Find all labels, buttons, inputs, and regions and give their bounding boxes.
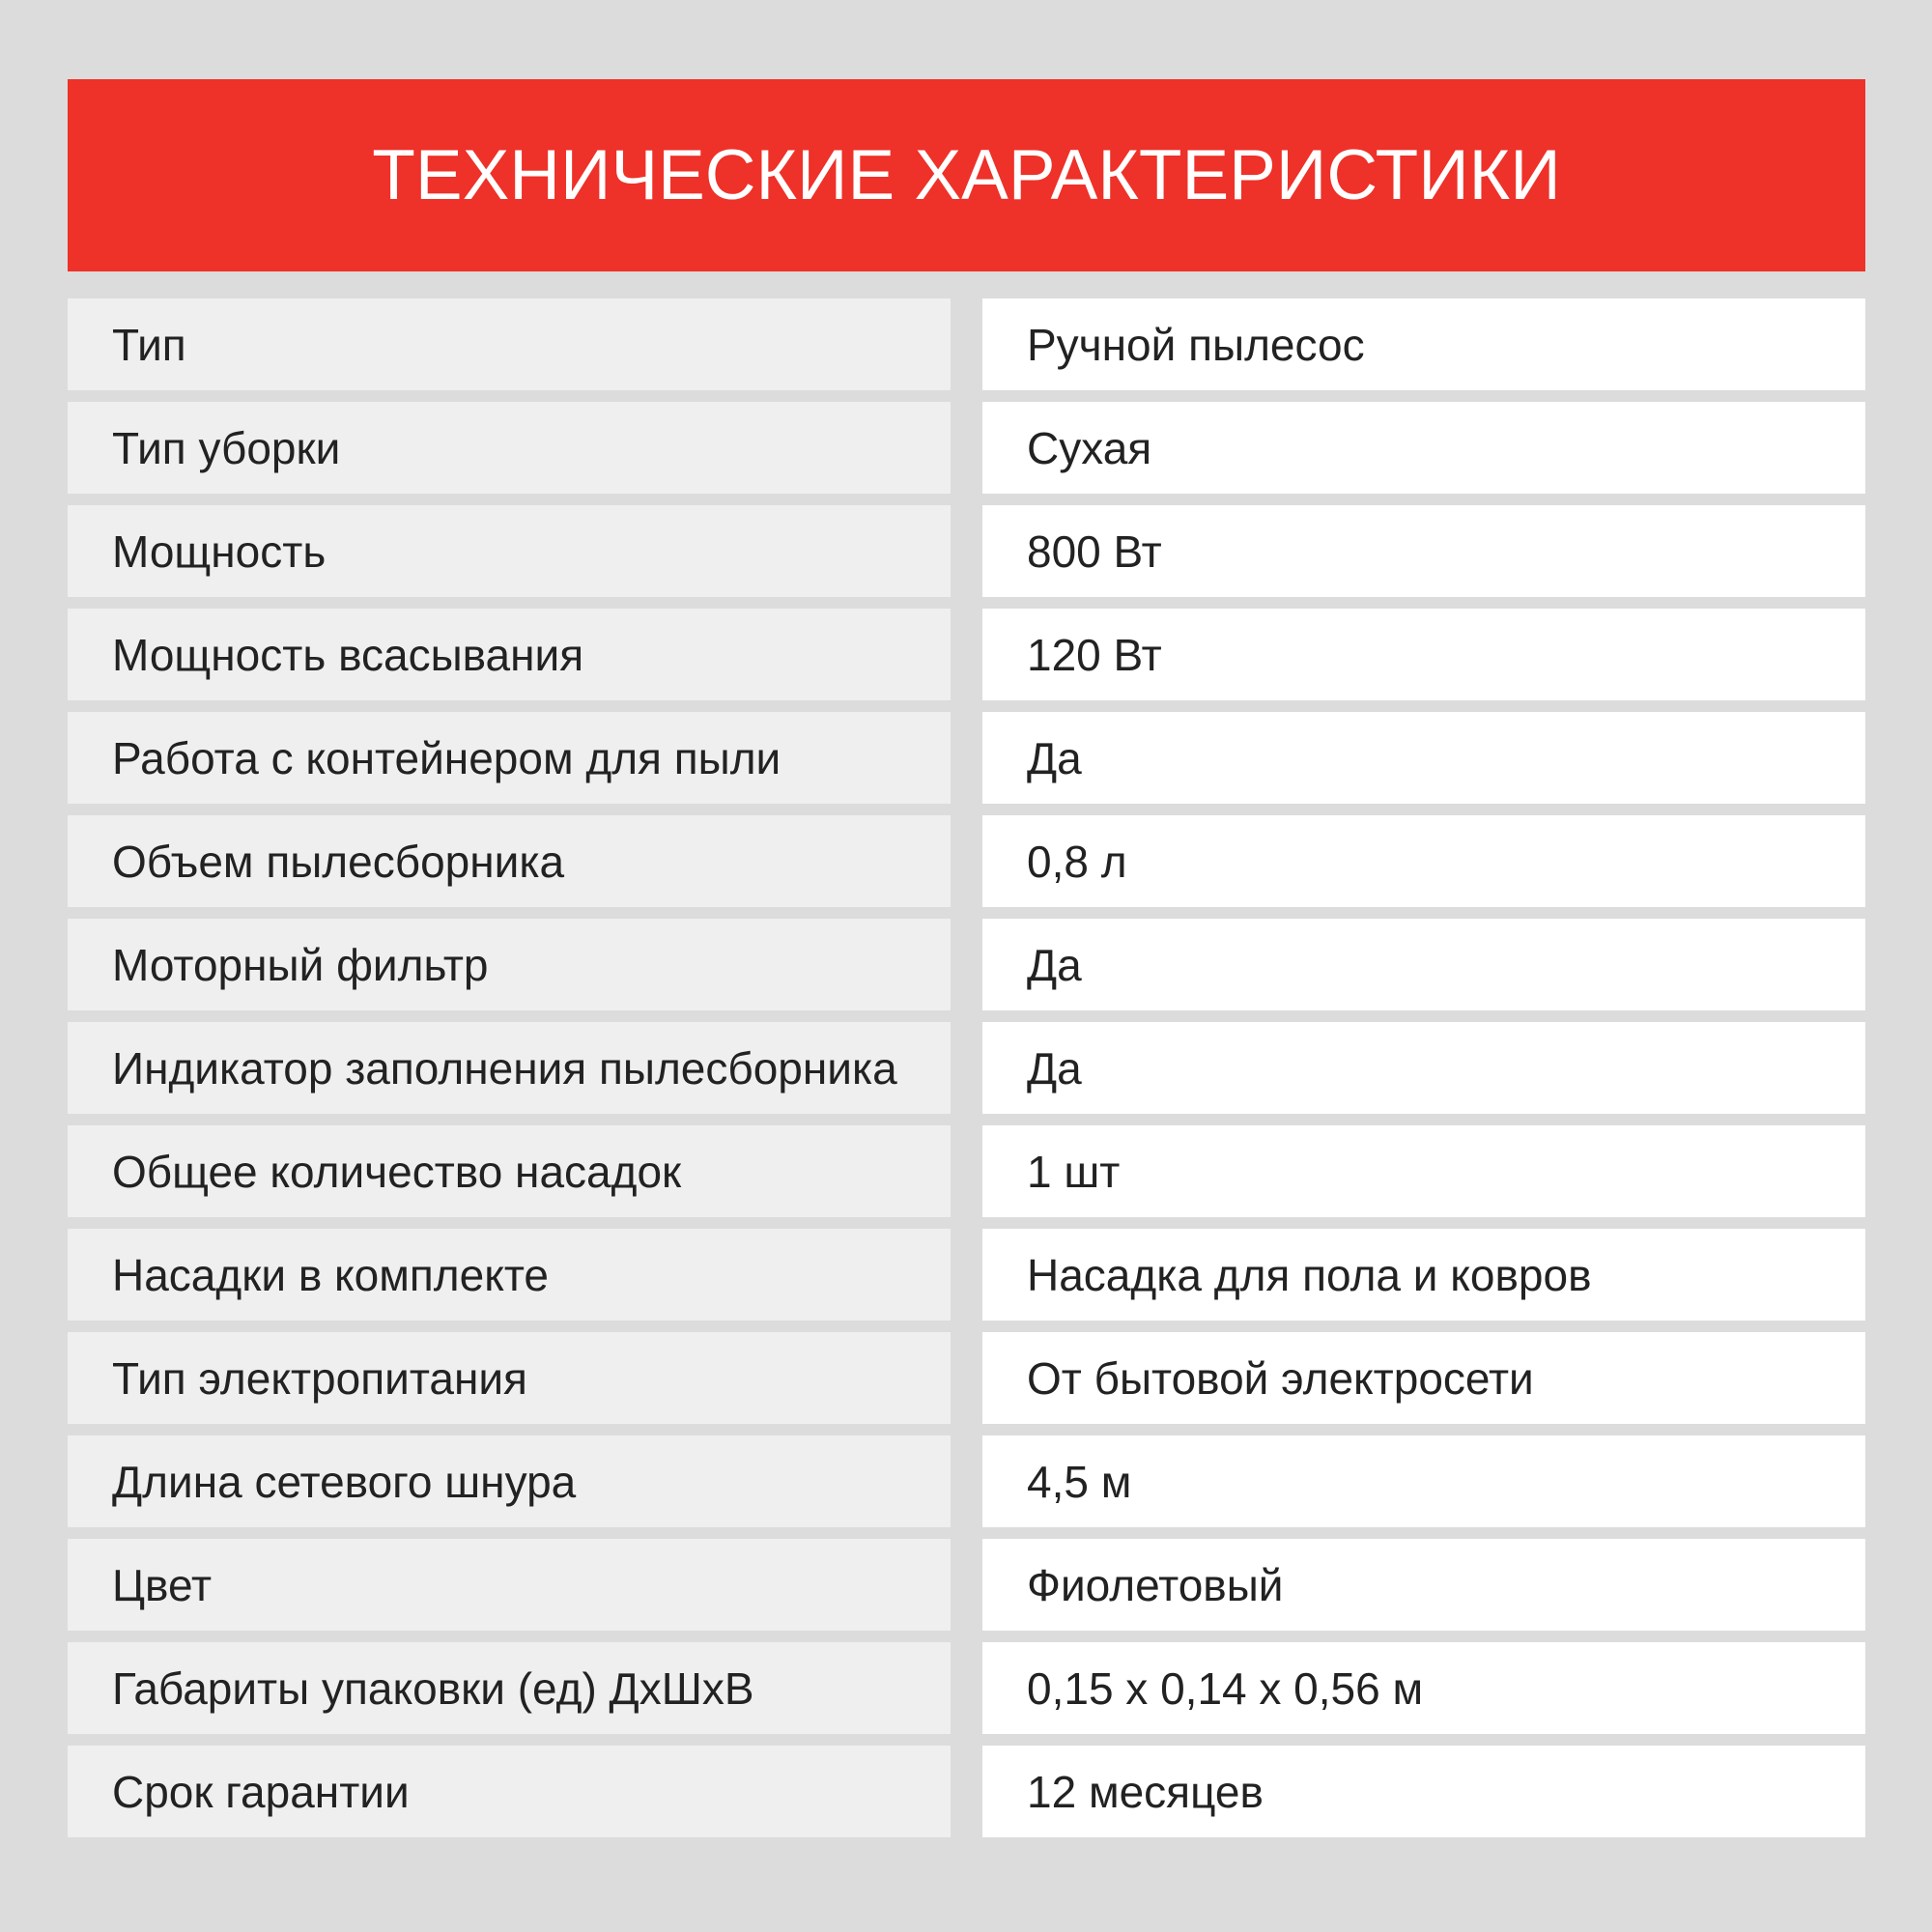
spec-label: Мощность — [68, 505, 951, 597]
spec-row — [68, 1229, 1865, 1321]
spec-value: Да — [982, 712, 1865, 804]
spec-value: 1 шт — [982, 1125, 1865, 1217]
spec-label: Цвет — [68, 1539, 951, 1631]
spec-row — [68, 1642, 1865, 1734]
spec-label: Габариты упаковки (ед) ДхШхВ — [68, 1642, 951, 1734]
spec-label: Индикатор заполнения пылесборника — [68, 1022, 951, 1114]
spec-label: Насадки в комплекте — [68, 1229, 951, 1321]
spec-value: 0,15 x 0,14 x 0,56 м — [982, 1642, 1865, 1734]
spec-label: Тип уборки — [68, 402, 951, 494]
spec-row — [68, 1332, 1865, 1424]
spec-label: Моторный фильтр — [68, 919, 951, 1010]
spec-row — [68, 815, 1865, 907]
spec-value: 4,5 м — [982, 1435, 1865, 1527]
spec-label: Тип электропитания — [68, 1332, 951, 1424]
page-title: ТЕХНИЧЕСКИЕ ХАРАКТЕРИСТИКИ — [372, 136, 1561, 214]
spec-row — [68, 1435, 1865, 1527]
spec-table — [68, 298, 1865, 1837]
spec-row — [68, 298, 1865, 390]
spec-label: Тип — [68, 298, 951, 390]
spec-label: Общее количество насадок — [68, 1125, 951, 1217]
spec-value: 800 Вт — [982, 505, 1865, 597]
spec-row — [68, 919, 1865, 1010]
spec-row — [68, 1125, 1865, 1217]
spec-value: 12 месяцев — [982, 1746, 1865, 1837]
spec-value: Да — [982, 1022, 1865, 1114]
spec-row — [68, 505, 1865, 597]
spec-row — [68, 402, 1865, 494]
spec-value: Насадка для пола и ковров — [982, 1229, 1865, 1321]
spec-label: Мощность всасывания — [68, 609, 951, 700]
spec-value: Да — [982, 919, 1865, 1010]
spec-row — [68, 712, 1865, 804]
spec-value: Фиолетовый — [982, 1539, 1865, 1631]
spec-value: Ручной пылесос — [982, 298, 1865, 390]
spec-row — [68, 609, 1865, 700]
spec-label: Срок гарантии — [68, 1746, 951, 1837]
spec-row — [68, 1746, 1865, 1837]
spec-label: Длина сетевого шнура — [68, 1435, 951, 1527]
spec-row — [68, 1022, 1865, 1114]
spec-label: Работа с контейнером для пыли — [68, 712, 951, 804]
spec-label: Объем пылесборника — [68, 815, 951, 907]
header-banner — [68, 79, 1865, 271]
spec-value: 0,8 л — [982, 815, 1865, 907]
spec-value: От бытовой электросети — [982, 1332, 1865, 1424]
spec-value: Сухая — [982, 402, 1865, 494]
spec-value: 120 Вт — [982, 609, 1865, 700]
spec-row — [68, 1539, 1865, 1631]
